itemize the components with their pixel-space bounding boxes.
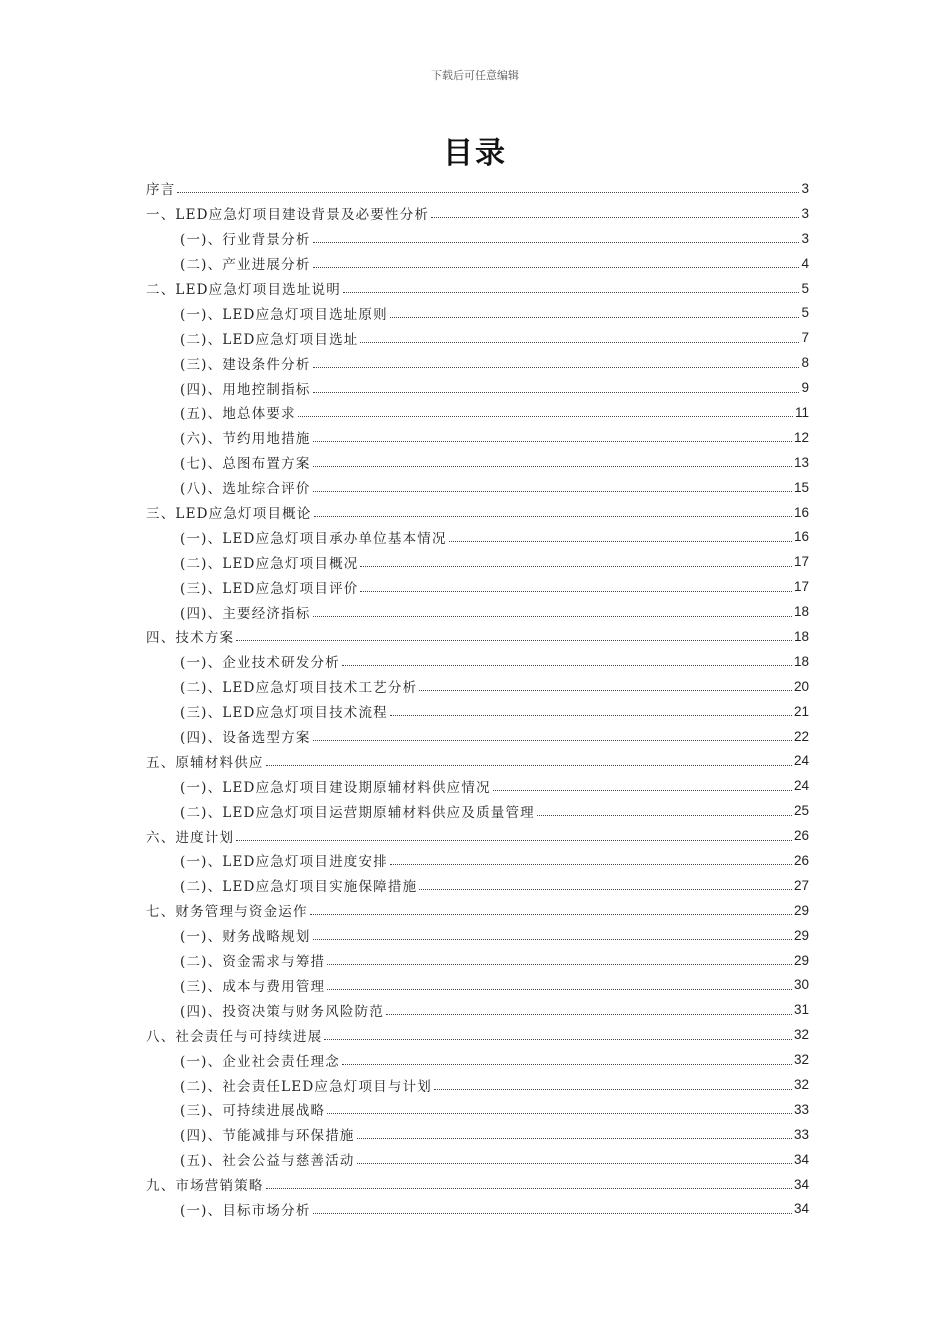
dot-leader [298,415,793,417]
dot-leader [360,341,799,343]
toc-entry[interactable] [146,624,809,649]
toc-entry-label: (二)、LED应急灯项目运营期原辅材料供应及质量管理 [180,804,535,821]
dot-leader [236,639,792,641]
toc-entry-page-number: 5 [801,305,809,321]
toc-entry-label: 二、LED应急灯项目选址说明 [146,282,341,298]
toc-entry[interactable] [146,1047,809,1072]
dot-leader [313,366,800,368]
toc-entry-page-number: 34 [793,1201,809,1217]
toc-entry[interactable] [146,300,809,325]
toc-entry[interactable] [146,201,809,226]
dot-leader [390,863,792,865]
toc-entry[interactable] [146,176,809,201]
dot-leader [313,739,792,741]
dot-leader [236,839,792,841]
toc-entry-page-number: 24 [793,778,809,794]
toc-entry[interactable] [146,1147,809,1172]
toc-entry[interactable] [146,475,809,500]
dot-leader [390,316,800,318]
dot-leader [390,714,792,716]
toc-entry-page-number: 27 [793,877,809,893]
toc-entry-page-number: 26 [793,852,809,868]
toc-entry-page-number: 33 [793,1126,809,1142]
toc-entry-page-number: 4 [801,255,809,271]
dot-leader [177,191,799,193]
toc-entry[interactable] [146,1022,809,1047]
toc-entry-label: (二)、资金需求与筹措 [180,954,326,971]
toc-entry-page-number: 8 [801,355,809,371]
toc-entry-page-number: 32 [793,1052,809,1068]
dot-leader [327,1112,792,1114]
toc-entry[interactable] [146,599,809,624]
dot-leader [537,814,792,816]
toc-entry[interactable] [146,226,809,251]
toc-entry-page-number: 3 [801,180,809,196]
toc-entry[interactable] [146,325,809,350]
toc-entry-page-number: 18 [793,604,809,620]
toc-entry[interactable] [146,425,809,450]
toc-entry[interactable] [146,724,809,749]
toc-entry-page-number: 32 [793,1077,809,1092]
toc-entry-label: (二)、LED应急灯项目技术工艺分析 [180,680,418,697]
toc-entry[interactable] [146,848,809,873]
toc-entry-label: 六、进度计划 [146,829,235,846]
toc-entry-page-number: 21 [793,703,809,719]
dot-leader [313,440,792,442]
toc-entry-label: (四)、主要经济指标 [180,605,311,622]
toc-entry-page-number: 29 [793,927,809,943]
toc-entry-label: (二)、社会责任LED应急灯项目与计划 [180,1078,432,1095]
toc-entry[interactable] [146,699,809,724]
toc-entry-label: (二)、产业进展分析 [180,257,311,274]
toc-entry[interactable] [146,1172,809,1197]
toc-entry-page-number: 16 [793,504,809,520]
toc-entry-label: (三)、可持续进展战略 [180,1103,326,1120]
dot-leader [313,490,792,492]
toc-entry-page-number: 5 [801,280,809,296]
toc-entry[interactable] [146,1122,809,1147]
toc-entry-page-number: 13 [793,454,809,470]
toc-entry-label: 四、技术方案 [146,630,235,647]
dot-leader [434,1088,792,1090]
toc-entry[interactable] [146,948,809,973]
dot-leader [313,241,800,243]
toc-entry-page-number: 7 [801,330,809,346]
dot-leader [313,615,792,617]
toc-entry-label: (一)、LED应急灯项目进度安排 [180,854,388,871]
toc-entry-label: (三)、成本与费用管理 [180,978,326,995]
toc-entry-label: 九、市场营销策略 [146,1178,264,1195]
table-of-contents [146,176,809,1221]
dot-leader [449,540,792,542]
dot-leader [266,1187,792,1189]
toc-entry-label: (一)、财务战略规划 [180,929,311,946]
toc-entry-page-number: 12 [793,429,809,445]
dot-leader [360,590,791,592]
dot-leader [266,764,792,766]
toc-entry-label: (八)、选址综合评价 [180,481,311,498]
toc-entry-page-number: 25 [793,803,809,819]
toc-entry[interactable] [146,524,809,549]
dot-leader [431,216,799,218]
toc-entry-label: (一)、企业社会责任理念 [180,1053,340,1070]
toc-entry-label: (五)、社会公益与慈善活动 [180,1153,355,1170]
toc-entry-page-number: 18 [793,628,809,644]
toc-entry-label: (一)、行业背景分析 [180,232,311,249]
dot-leader [313,391,800,393]
toc-entry-label: (四)、节能减排与环保措施 [180,1128,355,1145]
toc-entry-page-number: 18 [793,653,809,669]
toc-entry-page-number: 34 [793,1176,809,1192]
toc-entry-label: (四)、投资决策与财务风险防范 [180,1003,385,1020]
toc-entry-label: (二)、LED应急灯项目概况 [180,555,359,572]
dot-leader [493,789,792,791]
toc-entry[interactable] [146,773,809,798]
toc-entry-label: 一、LED应急灯项目建设背景及必要性分析 [146,207,430,224]
toc-entry-page-number: 20 [793,678,809,694]
toc-entry-label: 五、原辅材料供应 [146,754,264,771]
dot-leader [327,963,792,965]
toc-entry[interactable] [146,973,809,998]
dot-leader [324,1038,792,1040]
toc-entry-label: (四)、用地控制指标 [180,381,311,398]
toc-entry[interactable] [146,350,809,375]
toc-entry-page-number: 26 [793,828,809,844]
dot-leader [360,565,791,567]
toc-entry[interactable] [146,375,809,400]
toc-entry[interactable] [146,450,809,475]
header-note: 下载后可任意编辑 [431,69,519,82]
toc-entry[interactable] [146,873,809,898]
toc-entry-label: (三)、LED应急灯项目技术流程 [180,705,388,722]
dot-leader [314,515,792,517]
toc-entry-page-number: 15 [793,479,809,495]
toc-entry-page-number: 22 [793,728,809,744]
toc-entry[interactable] [146,798,809,823]
toc-entry-page-number: 29 [793,952,809,968]
toc-entry-page-number: 33 [793,1101,809,1117]
toc-entry-page-number: 16 [793,529,809,545]
toc-entry[interactable] [146,276,809,301]
dot-leader [342,1063,792,1065]
toc-entry-label: (一)、目标市场分析 [180,1202,311,1219]
toc-entry-page-number: 29 [793,902,809,918]
toc-entry[interactable] [146,574,809,599]
toc-entry[interactable] [146,500,809,525]
toc-entry[interactable] [146,1072,809,1097]
dot-leader [357,1162,792,1164]
toc-entry-label: (四)、设备选型方案 [180,730,311,747]
toc-entry-page-number: 3 [801,205,809,221]
toc-entry-label: (二)、LED应急灯项目选址 [180,331,359,348]
toc-entry-label: (一)、企业技术研发分析 [180,655,340,672]
toc-entry[interactable] [146,400,809,425]
toc-entry-page-number: 31 [793,1002,809,1018]
toc-entry[interactable] [146,1097,809,1122]
toc-entry[interactable] [146,823,809,848]
toc-entry-page-number: 3 [801,230,809,246]
toc-entry-label: 三、LED应急灯项目概论 [146,506,312,523]
toc-entry-label: 八、社会责任与可持续进展 [146,1028,323,1045]
toc-entry-label: (一)、LED应急灯项目承办单位基本情况 [180,530,447,547]
toc-entry-page-number: 17 [793,579,809,595]
dot-leader [327,988,792,990]
toc-entry-page-number: 34 [793,1151,809,1167]
toc-entry-page-number: 9 [801,380,809,396]
toc-entry[interactable] [146,649,809,674]
dot-leader [386,1013,792,1015]
dot-leader [313,1212,792,1214]
toc-entry-page-number: 17 [793,554,809,570]
toc-entry-label: (五)、地总体要求 [180,406,296,423]
toc-entry[interactable] [146,923,809,948]
dot-leader [343,291,800,293]
toc-entry-label: (七)、总图布置方案 [180,456,311,473]
toc-entry-page-number: 24 [793,753,809,769]
toc-entry-page-number: 30 [793,977,809,993]
dot-leader [357,1137,792,1139]
dot-leader [419,689,792,691]
page-title: 目录 [443,136,507,171]
toc-entry-page-number: 32 [793,1027,809,1043]
dot-leader [313,938,792,940]
toc-entry-page-number: 11 [794,404,809,420]
dot-leader [313,465,792,467]
toc-entry[interactable] [146,898,809,923]
toc-entry-label: (一)、LED应急灯项目建设期原辅材料供应情况 [180,779,491,796]
toc-entry-label: (二)、LED应急灯项目实施保障措施 [180,879,418,896]
dot-leader [419,888,792,890]
toc-entry-label: (一)、LED应急灯项目选址原则 [180,306,388,323]
toc-entry-label: (六)、节约用地措施 [180,431,311,448]
toc-entry-label: (三)、LED应急灯项目评价 [180,580,359,597]
toc-entry[interactable] [146,549,809,574]
toc-entry[interactable] [146,674,809,699]
toc-entry[interactable] [146,1197,809,1222]
toc-entry[interactable] [146,251,809,276]
toc-entry-label: 序言 [146,182,176,199]
dot-leader [313,266,800,268]
dot-leader [342,664,792,666]
toc-entry-label: (三)、建设条件分析 [180,356,311,373]
toc-entry[interactable] [146,748,809,773]
toc-entry-label: 七、财务管理与资金运作 [146,904,308,921]
toc-entry[interactable] [146,997,809,1022]
dot-leader [310,913,792,915]
